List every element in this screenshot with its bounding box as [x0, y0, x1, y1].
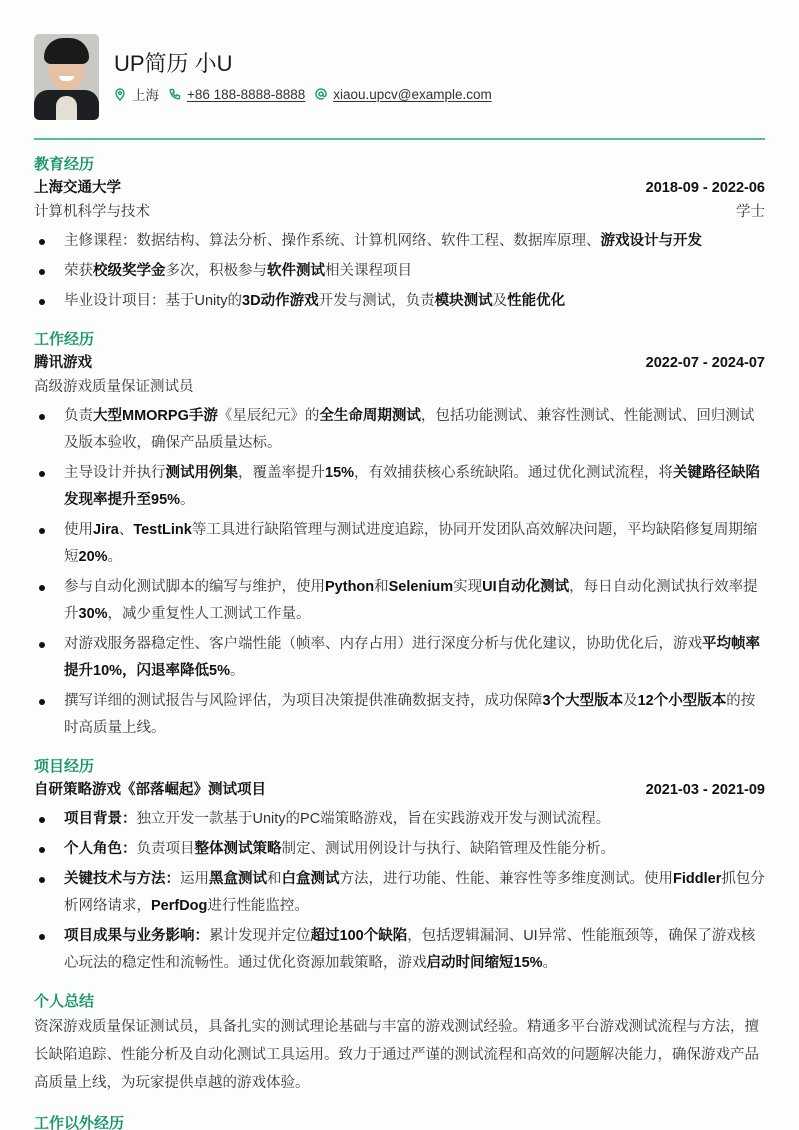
section-work: [34, 329, 765, 742]
email-link[interactable]: xiaou.upcv@example.com: [333, 86, 492, 102]
bullet-item: 项目成果与业务影响：累计发现并定位超过100个缺陷，包括逻辑漏洞、UI异常、性能瓶颈等，确保了游戏核心玩法的稳定性和流畅性。通过优化资源加载策略，游戏启动时间缩短15%。: [34, 923, 765, 977]
education-date: 2018-09 - 2022-06: [645, 180, 765, 196]
bullet-item: 主修课程：数据结构、算法分析、操作系统、计算机网络、软件工程、数据库原理、游戏设计与开发: [34, 228, 765, 255]
education-row: [34, 176, 765, 200]
bullet-item: 关键技术与方法：运用黑盒测试和白盒测试方法，进行功能、性能、兼容性等多维度测试。使用Fiddler抓包分析网络请求，PerfDog进行性能监控。: [34, 866, 765, 920]
project-bullets: [34, 806, 765, 977]
bullet-item: 使用Jira、TestLink等工具进行缺陷管理与测试进度追踪，协同开发团队高效解决问题，平均缺陷修复周期缩短20%。: [34, 517, 765, 571]
company-name: 腾讯游戏: [34, 355, 92, 371]
candidate-name: UP简历 小U: [114, 51, 233, 76]
major: 计算机科学与技术: [34, 204, 150, 220]
degree: 学士: [736, 204, 765, 220]
contact-email: [315, 87, 492, 102]
section-title: 教育经历: [34, 156, 95, 173]
section-summary: [34, 991, 765, 1097]
bullet-item: 对游戏服务器稳定性、客户端性能（帧率、内存占用）进行深度分析与优化建议，协助优化后，游戏平均帧率提升10%，闪退率降低5%。: [34, 631, 765, 685]
bullet-item: 主导设计并执行测试用例集，覆盖率提升15%，有效捕获核心系统缺陷。通过优化测试流程，将关键路径缺陷发现率提升至95%。: [34, 460, 765, 514]
contact-location: [114, 84, 159, 104]
header-info: [114, 50, 502, 104]
project-date: 2021-03 - 2021-09: [645, 782, 765, 798]
bullet-item: 撰写详细的测试报告与风险评估，为项目决策提供准确数据支持，成功保障3个大型版本及12个小型版本的按时高质量上线。: [34, 688, 765, 742]
bullet-item: 项目背景：独立开发一款基于Unity的PC端策略游戏，旨在实践游戏开发与测试流程。: [34, 806, 765, 833]
job-role: 高级游戏质量保证测试员: [34, 379, 194, 395]
section-title: 个人总结: [34, 993, 95, 1010]
work-sub-row: [34, 375, 765, 399]
contact-phone: [169, 87, 305, 102]
location-text: 上海: [132, 88, 159, 103]
avatar: [34, 34, 99, 120]
section-education: [34, 154, 765, 315]
section-project: [34, 756, 765, 977]
bullet-item: 负责大型MMORPG手游《星辰纪元》的全生命周期测试，包括功能测试、兼容性测试、性能测试、回归测试及版本验收，确保产品质量达标。: [34, 403, 765, 457]
education-bullets: [34, 228, 765, 315]
section-title: 项目经历: [34, 758, 95, 775]
map-pin-icon: [114, 88, 126, 101]
section-title: 工作以外经历: [34, 1115, 125, 1130]
summary-text: 资深游戏质量保证测试员，具备扎实的测试理论基础与丰富的游戏测试经验。精通多平台游戏测试流程与方法，擅长缺陷追踪、性能分析及自动化测试工具运用。致力于通过严谨的测试流程和高效的问题解决能力，确保游戏产品高质量上线，为玩家提供卓越的游戏体验。: [34, 1019, 759, 1091]
section-extra: [34, 1113, 765, 1130]
education-sub-row: [34, 200, 765, 224]
work-row: [34, 351, 765, 375]
bullet-item: 个人角色：负责项目整体测试策略制定、测试用例设计与执行、缺陷管理及性能分析。: [34, 836, 765, 863]
contact-row: [114, 84, 502, 104]
phone-link[interactable]: +86 188-8888-8888: [187, 86, 306, 102]
bullet-item: 毕业设计项目：基于Unity的3D动作游戏开发与测试，负责模块测试及性能优化: [34, 288, 765, 315]
work-bullets: [34, 403, 765, 742]
bullet-item: 参与自动化测试脚本的编写与维护，使用Python和Selenium实现UI自动化测试，每日自动化测试执行效率提升30%，减少重复性人工测试工作量。: [34, 574, 765, 628]
project-row: [34, 778, 765, 802]
resume-header: [34, 0, 765, 120]
phone-icon: [169, 88, 181, 100]
bullet-item: 荣获校级奖学金多次，积极参与软件测试相关课程项目: [34, 258, 765, 285]
project-name: 自研策略游戏《部落崛起》测试项目: [34, 782, 266, 798]
work-date: 2022-07 - 2024-07: [645, 355, 765, 371]
at-sign-icon: [315, 88, 327, 100]
school-name: 上海交通大学: [34, 180, 121, 196]
section-title: 工作经历: [34, 331, 95, 348]
header-divider: [34, 138, 765, 140]
